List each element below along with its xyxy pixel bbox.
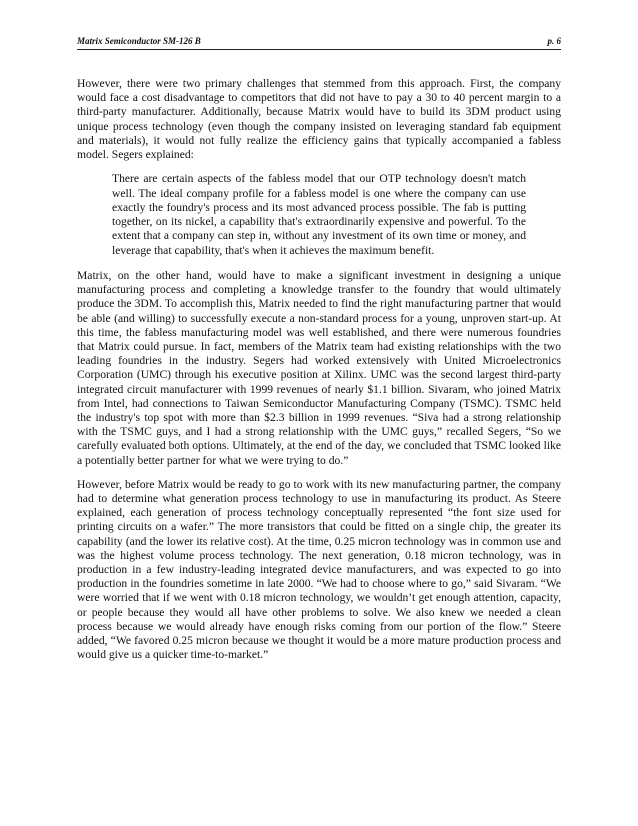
paragraph-challenges: However, there were two primary challenges that stemmed from this approach. First, the company would face a cost disadvantage to competitors that did not have to pay a 30 to 40 percent margin to a third-party manufacturer. Additionally, because Matrix would have to build its 3DM product using unique process technology (even though the company insisted on leveraging standard fab equipment and materials), it would not fully realize the efficiency gains that typically accompanied a fabless model. Segers explained: [77, 77, 561, 162]
paragraph-process-technology: However, before Matrix would be ready to go to work with its new manufacturing partner, the company had to determine what generation process technology to use in manufacturing its product. As Steere explained, each generation of process technology conceptually represented “the font size used for printing circuits on a wafer.” The more transistors that could be fitted on a single chip, the greater its capability (and the lower its relative cost). At the time, 0.25 micron technology was in common use and was the highest volume process technology. The next generation, 0.18 micron technology, was in production in a few industry-leading integrated device manufacturers, and was expected to go into production in the foundries sometime in late 2000. “We had to choose where to go,” said Sivaram. “We were worried that if we went with 0.18 micron technology, we wouldn’t get enough attention, capacity, or people because they would all have other problems to solve. We also knew we needed a clean process because we would already have enough risks coming from our portion of the flow.” Steere added, “We favored 0.25 micron because we thought it would be a more mature production process and would give us a quicker time-to-market.” [77, 477, 561, 662]
running-header [77, 35, 561, 50]
block-quote-segers: There are certain aspects of the fabless model that our OTP technology doesn't match well. The ideal company profile for a fabless model is one where the company can use exactly the foundry's process and its most advanced process possible. The fab is putting together, on its nickel, a capability that's extraordinarily expensive and powerful. To the extent that a company can step in, without any investment of its own time or money, and leverage that capability, that's when it achieves the maximum benefit. [112, 172, 526, 257]
header-title: Matrix Semiconductor SM-126 B [77, 36, 201, 46]
paragraph-foundry-partner: Matrix, on the other hand, would have to make a significant investment in designing a unique manufacturing process and completing a knowledge transfer to the foundry that would ultimately produce the 3DM. To accomplish this, Matrix needed to find the right manufacturing partner that would be able (and willing) to successfully execute a non-standard process for a young, unproven start-up. At this time, the fabless manufacturing model was well established, and there were numerous foundries that Matrix could pursue. In fact, members of the Matrix team had existing relationships with the two leading foundries in the industry. Segers had worked extensively with United Microelectronics Corporation (UMC) through his executive position at Xilinx. UMC was the second largest third-party integrated circuit manufacturer with 1999 revenues of nearly $1.1 billion. Sivaram, who joined Matrix from Intel, had connections to Taiwan Semiconductor Manufacturing Company (TSMC). TSMC held the industry's top spot with more than $2.3 billion in 1999 revenues. “Siva had a strong relationship with the TSMC guys, and I had a strong relationship with the UMC guys,” recalled Segers, “So we carefully evaluated both options. Ultimately, at the end of the day, we concluded that TSMC looked like a potentially better partner for what we were trying to do.” [77, 269, 561, 467]
page-number: p. 6 [547, 36, 561, 46]
document-body [77, 77, 561, 672]
